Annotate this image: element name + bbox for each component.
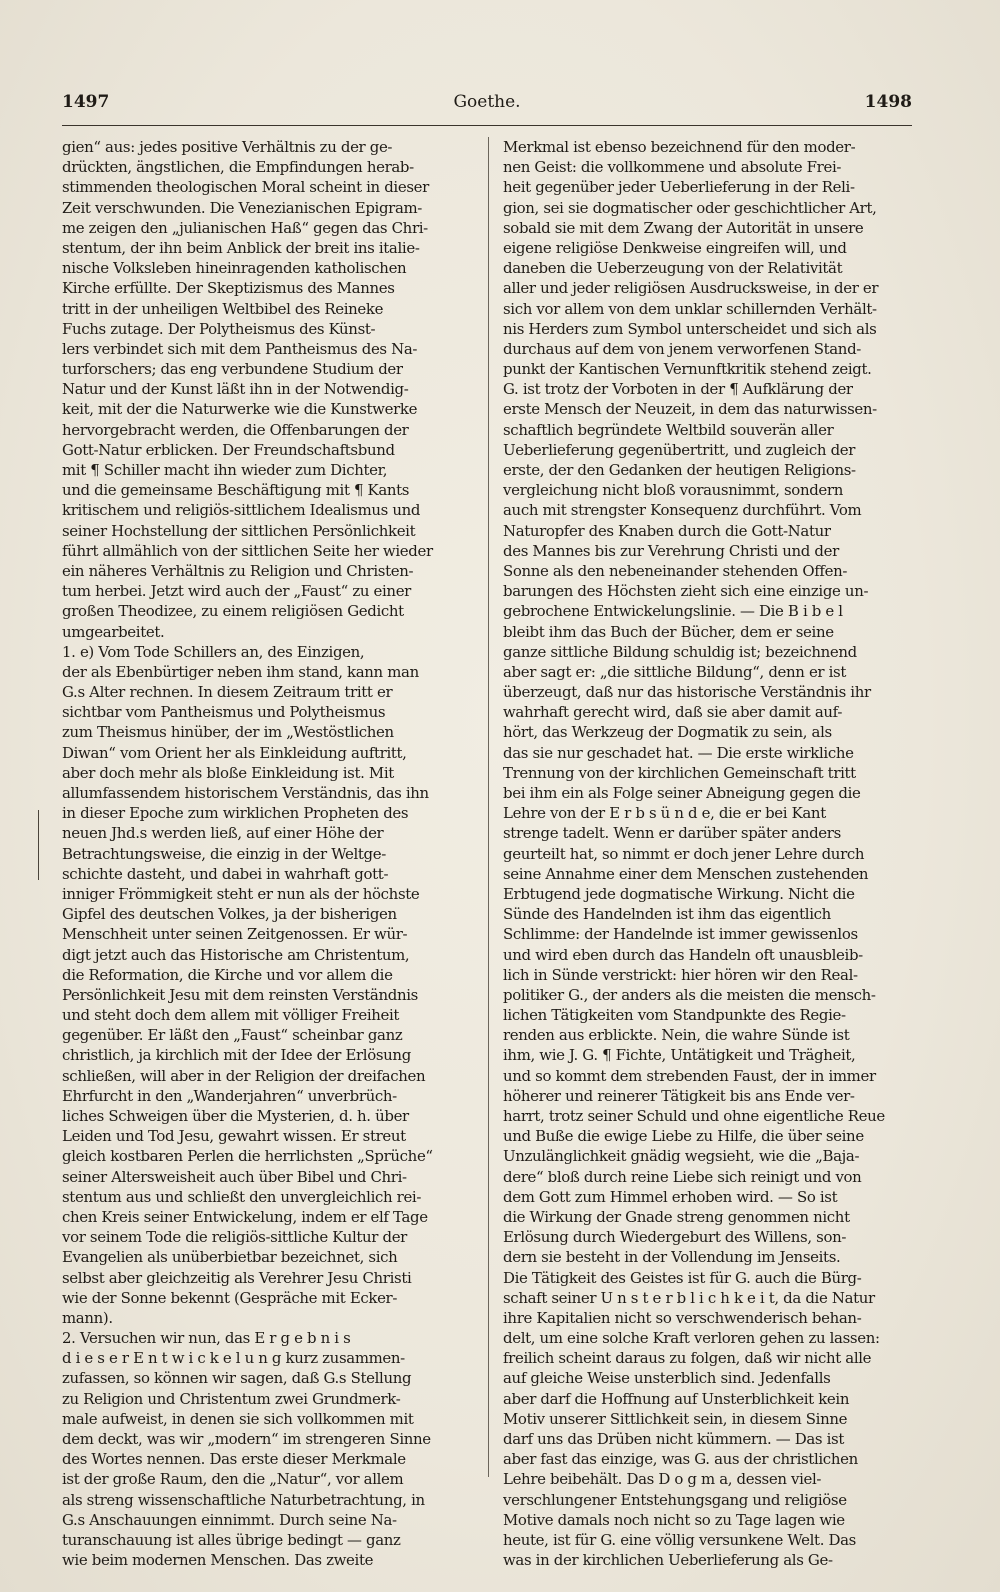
text-line: stimmenden theologischen Moral scheint in dieser	[62, 178, 429, 197]
text-line: dem deckt, was wir „modern“ im strengeren Sinne	[62, 1430, 431, 1448]
text-line: erste Mensch der Neuzeit, in dem das naturwissen-	[503, 400, 877, 419]
text-line: seine Annahme einer dem Menschen zustehenden	[503, 864, 869, 883]
text-line: Sünde des Handelnden ist ihm das eigentlich	[503, 905, 831, 924]
text-line: harrt, trotz seiner Schuld und ohne eigentliche Reue	[503, 1107, 885, 1125]
text-line: schaft seiner U n s t e r b l i c h k e i t, da die Natur	[503, 1288, 875, 1307]
text-line: Sonne als den nebeneinander stehenden Offen-	[503, 561, 848, 580]
text-line: me zeigen den „julianischen Haß“ gegen das Chri-	[62, 218, 428, 237]
text-line: bei ihm ein als Folge seiner Abneigung gegen die	[503, 784, 861, 802]
text-line: hört, das Werkzeug der Dogmatik zu sein, als	[503, 723, 832, 742]
text-line: und wird eben durch das Handeln oft unausbleib-	[503, 945, 863, 964]
text-line: stentum aus und schließt den unvergleichlich rei-	[62, 1187, 422, 1206]
text-line: allumfassendem historischem Verständnis, das ihn	[62, 784, 429, 802]
left-text-column	[62, 137, 468, 1570]
text-line: stentum, der ihn beim Anblick der breit ins italie-	[62, 238, 420, 257]
text-line: schichte dasteht, und dabei in wahrhaft gott-	[62, 864, 389, 883]
text-line: strenge tadelt. Wenn er darüber später anders	[503, 824, 841, 843]
text-line: geurteilt hat, so nimmt er doch jener Lehre durch	[503, 844, 865, 863]
text-line: renden aus erblickte. Nein, die wahre Sünde ist	[503, 1026, 850, 1045]
text-line: tritt in der unheiligen Weltbibel des Reineke	[62, 299, 384, 318]
text-line: schließen, will aber in der Religion der dreifachen	[62, 1066, 426, 1085]
text-line: in dieser Epoche zum wirklichen Propheten des	[62, 804, 409, 823]
margin-pencil-mark	[38, 810, 39, 880]
text-line: und so kommt dem strebenden Faust, der in immer	[503, 1066, 876, 1085]
text-line: seiner Hochstellung der sittlichen Persönlichkeit	[62, 521, 416, 540]
text-line: tum herbei. Jetzt wird auch der „Faust“ zu einer	[62, 582, 411, 601]
text-line: drückten, ängstlichen, die Empfindungen herab-	[62, 158, 414, 177]
text-line: Natur und der Kunst läßt ihn in der Notwendig-	[62, 380, 409, 399]
text-line: höherer und reinerer Tätigkeit bis ans Ende ver-	[503, 1086, 855, 1105]
text-line: wahrhaft gerecht wird, daß sie aber damit auf-	[503, 703, 843, 722]
text-line: ihm, wie J. G. ¶ Fichte, Untätigkeit und Trägheit,	[503, 1046, 856, 1065]
page-number-right: 1498	[864, 92, 912, 112]
text-line: Gipfel des deutschen Volkes, ja der bisherigen	[62, 905, 397, 924]
text-line: aber fast das einzige, was G. aus der christlichen	[503, 1450, 858, 1469]
text-line: wie der Sonne bekennt (Gespräche mit Ecker-	[62, 1288, 398, 1307]
text-line: und die gemeinsame Beschäftigung mit ¶ Kants	[62, 481, 410, 500]
text-line: Diwan“ vom Orient her als Einkleidung auftritt,	[62, 743, 407, 762]
text-line: Schlimme: der Handelnde ist immer gewissenlos	[503, 925, 858, 944]
text-line: Merkmal ist ebenso bezeichnend für den moder-	[503, 138, 856, 156]
text-line: liches Schweigen über die Mysterien, d. h. über	[62, 1107, 409, 1125]
text-line: auf gleiche Weise unsterblich sind. Jedenfalls	[503, 1369, 831, 1388]
text-line: chen Kreis seiner Entwickelung, indem er elf Tage	[62, 1207, 428, 1226]
text-line: des Wortes nennen. Das erste dieser Merkmale	[62, 1450, 406, 1469]
text-line: aber doch mehr als bloße Einkleidung ist. Mit	[62, 763, 394, 782]
text-line: Zeit verschwunden. Die Venezianischen Epigram-	[62, 198, 423, 217]
text-line: Lehre von der E r b s ü n d e, die er bei Kant	[503, 804, 826, 823]
text-line: dem Gott zum Himmel erhoben wird. — So ist	[503, 1187, 838, 1206]
text-line: barungen des Höchsten zieht sich eine einzige un-	[503, 582, 869, 601]
text-line: sich vor allem von dem unklar schillernden Verhält-	[503, 299, 877, 318]
text-line: gien“ aus: jedes positive Verhältnis zu der ge-	[62, 138, 393, 156]
text-line: eigene religiöse Denkweise eingreifen will, und	[503, 238, 847, 257]
text-line: mann).	[62, 1308, 113, 1327]
column-divider	[488, 137, 489, 1477]
text-line: lich in Sünde verstrickt: hier hören wir den Real-	[503, 965, 858, 984]
text-line: keit, mit der die Naturwerke wie die Kunstwerke	[62, 400, 418, 419]
text-line: lichen Tätigkeiten vom Standpunkte des Regie-	[503, 1006, 846, 1025]
text-line: dern sie besteht in der Vollendung im Jenseits.	[503, 1248, 841, 1267]
text-line: ist der große Raum, den die „Natur“, vor allem	[62, 1470, 404, 1489]
text-line: Erlösung durch Wiedergeburt des Willens, son-	[503, 1228, 847, 1247]
text-line: darf uns das Drüben nicht kümmern. — Das ist	[503, 1430, 845, 1448]
text-line: Ehrfurcht in den „Wanderjahren“ unverbrüch-	[62, 1086, 397, 1105]
text-line: nis Herders zum Symbol unterscheidet und sich als	[503, 319, 877, 338]
text-line: turanschauung ist alles übrige bedingt — ganz	[62, 1530, 401, 1549]
text-line: Trennung von der kirchlichen Gemeinschaft tritt	[503, 763, 856, 782]
text-line: christlich, ja kirchlich mit der Idee der Erlösung	[62, 1046, 411, 1065]
running-header	[62, 92, 912, 120]
text-line: d i e s e r E n t w i c k e l u n g kurz zusammen-	[62, 1349, 405, 1368]
text-line: aber darf die Hoffnung auf Unsterblichkeit kein	[503, 1389, 850, 1408]
text-line: des Mannes bis zur Verehrung Christi und der	[503, 541, 839, 560]
text-line: G.s Anschauungen einnimmt. Durch seine Na-	[62, 1510, 397, 1529]
text-line: aller und jeder religiösen Ausdrucksweise, in der er	[503, 279, 879, 298]
text-line: Ueberlieferung gegenübertritt, und zugleich der	[503, 440, 856, 459]
text-line: erste, der den Gedanken der heutigen Religions-	[503, 461, 856, 479]
text-line: wie beim modernen Menschen. Das zweite	[62, 1551, 374, 1570]
text-line: auch mit strengster Konsequenz durchführt. Vom	[503, 501, 862, 520]
text-line: und Buße die ewige Liebe zu Hilfe, die über seine	[503, 1127, 864, 1146]
text-line: Fuchs zutage. Der Polytheismus des Künst-	[62, 319, 376, 338]
text-line: was in der kirchlichen Ueberlieferung als Ge-	[503, 1551, 833, 1570]
text-line: male aufweist, in denen sie sich vollkommen mit	[62, 1409, 414, 1428]
text-line: kritischem und religiös-sittlichem Idealismus und	[62, 501, 421, 520]
text-line: zufassen, so können wir sagen, daß G.s Stellung	[62, 1369, 412, 1388]
text-line: bleibt ihm das Buch der Bücher, dem er seine	[503, 622, 834, 641]
text-line: neuen Jhd.s werden ließ, auf einer Höhe der	[62, 824, 384, 843]
header-rule	[62, 125, 912, 126]
right-text-column	[503, 137, 909, 1570]
text-line: Die Tätigkeit des Geistes ist für G. auch die Bürg-	[503, 1268, 862, 1287]
text-line: mit ¶ Schiller macht ihn wieder zum Dichter,	[62, 461, 388, 479]
text-line: nische Volksleben hineinragenden katholischen	[62, 259, 407, 278]
text-line: der als Ebenbürtiger neben ihm stand, kann man	[62, 662, 419, 681]
text-line: ihre Kapitalien nicht so verschwenderisch behan-	[503, 1308, 862, 1327]
text-line: heit gegenüber jeder Ueberlieferung in der Reli-	[503, 178, 855, 197]
text-line: selbst aber gleichzeitig als Verehrer Jesu Christi	[62, 1268, 412, 1287]
text-line: Leiden und Tod Jesu, gewahrt wissen. Er streut	[62, 1127, 406, 1146]
running-title: Goethe.	[453, 92, 521, 112]
text-line: zum Theismus hinüber, der im „Westöstlichen	[62, 723, 394, 742]
text-line: dere“ bloß durch reine Liebe sich reinigt und von	[503, 1167, 862, 1186]
text-line: politiker G., der anders als die meisten die mensch-	[503, 985, 876, 1004]
text-line: 1. e) Vom Tode Schillers an, des Einzigen,	[62, 642, 365, 661]
text-line: gegenüber. Er läßt den „Faust“ scheinbar ganz	[62, 1026, 403, 1045]
text-line: gebrochene Entwickelungslinie. — Die B i b e l	[503, 602, 843, 621]
text-line: Persönlichkeit Jesu mit dem reinsten Verständnis	[62, 985, 418, 1004]
text-line: überzeugt, daß nur das historische Verständnis ihr	[503, 683, 871, 702]
text-line: gleich kostbaren Perlen die herrlichsten „Sprüche“	[62, 1147, 433, 1166]
text-line: Gott-Natur erblicken. Der Freundschaftsbund	[62, 440, 395, 459]
text-line: digt jetzt auch das Historische am Christentum,	[62, 945, 410, 964]
text-line: Kirche erfüllte. Der Skeptizismus des Mannes	[62, 279, 395, 298]
text-line: 2. Versuchen wir nun, das E r g e b n i s	[62, 1329, 351, 1348]
text-line: sichtbar vom Pantheismus und Polytheismus	[62, 703, 386, 722]
text-line: durchaus auf dem von jenem verworfenen Stand-	[503, 339, 861, 358]
text-line: umgearbeitet.	[62, 622, 165, 641]
text-line: Evangelien als unüberbietbar bezeichnet, sich	[62, 1248, 398, 1267]
text-line: heute, ist für G. eine völlig versunkene Welt. Das	[503, 1530, 856, 1549]
text-line: seiner Altersweisheit auch über Bibel und Chri-	[62, 1167, 407, 1186]
text-line: die Wirkung der Gnade streng genommen nicht	[503, 1207, 850, 1226]
text-line: gion, sei sie dogmatischer oder geschichtlicher Art,	[503, 198, 877, 217]
text-line: Motiv unserer Sittlichkeit sein, in diesem Sinne	[503, 1409, 848, 1428]
text-line: nen Geist: die vollkommene und absolute Frei-	[503, 158, 842, 177]
text-line: das sie nur geschadet hat. — Die erste wirkliche	[503, 743, 854, 762]
text-line: hervorgebracht werden, die Offenbarungen der	[62, 420, 409, 439]
page-number-left: 1497	[62, 92, 110, 112]
text-line: und steht doch dem allem mit völliger Freiheit	[62, 1006, 400, 1025]
text-line: delt, um eine solche Kraft verloren gehen zu lassen:	[503, 1329, 880, 1348]
text-line: Unzulänglichkeit gnädig wegsieht, wie die „Baja-	[503, 1147, 860, 1166]
text-line: Lehre beibehält. Das D o g m a, dessen viel-	[503, 1470, 822, 1489]
text-line: die Reformation, die Kirche und vor allem die	[62, 965, 393, 984]
text-line: aber sagt er: „die sittliche Bildung“, denn er ist	[503, 662, 847, 681]
text-line: turforschers; das eng verbundene Studium der	[62, 360, 403, 379]
text-line: vor seinem Tode die religiös-sittliche Kultur der	[62, 1228, 407, 1247]
text-line: freilich scheint daraus zu folgen, daß wir nicht alle	[503, 1349, 872, 1368]
text-line: Menschheit unter seinen Zeitgenossen. Er wür-	[62, 925, 408, 944]
text-line: zu Religion und Christentum zwei Grundmerk-	[62, 1389, 401, 1408]
text-line: Naturopfer des Knaben durch die Gott-Natur	[503, 521, 831, 540]
text-line: vergleichung nicht bloß vorausnimmt, sondern	[503, 481, 843, 500]
text-line: daneben die Ueberzeugung von der Relativität	[503, 259, 843, 278]
text-line: ein näheres Verhältnis zu Religion und Christen-	[62, 561, 414, 580]
text-line: schaftlich begründete Weltbild souverän aller	[503, 420, 834, 439]
text-line: Erbtugend jede dogmatische Wirkung. Nicht die	[503, 884, 855, 903]
text-line: großen Theodizee, zu einem religiösen Gedicht	[62, 602, 404, 621]
text-line: G.s Alter rechnen. In diesem Zeitraum tritt er	[62, 683, 393, 702]
text-line: lers verbindet sich mit dem Pantheismus des Na-	[62, 339, 418, 358]
text-line: führt allmählich von der sittlichen Seite her wieder	[62, 541, 433, 560]
text-line: als streng wissenschaftliche Naturbetrachtung, in	[62, 1490, 425, 1509]
text-line: Motive damals noch nicht so zu Tage lagen wie	[503, 1510, 845, 1529]
text-line: punkt der Kantischen Vernunftkritik stehend zeigt.	[503, 360, 872, 379]
text-line: verschlungener Entstehungsgang und religiöse	[503, 1490, 847, 1509]
text-line: inniger Frömmigkeit steht er nun als der höchste	[62, 884, 420, 903]
text-line: Betrachtungsweise, die einzig in der Weltge-	[62, 844, 386, 863]
text-line: G. ist trotz der Vorboten in der ¶ Aufklärung der	[503, 380, 853, 399]
text-line: ganze sittliche Bildung schuldig ist; bezeichnend	[503, 642, 857, 661]
text-line: sobald sie mit dem Zwang der Autorität in unsere	[503, 218, 864, 237]
